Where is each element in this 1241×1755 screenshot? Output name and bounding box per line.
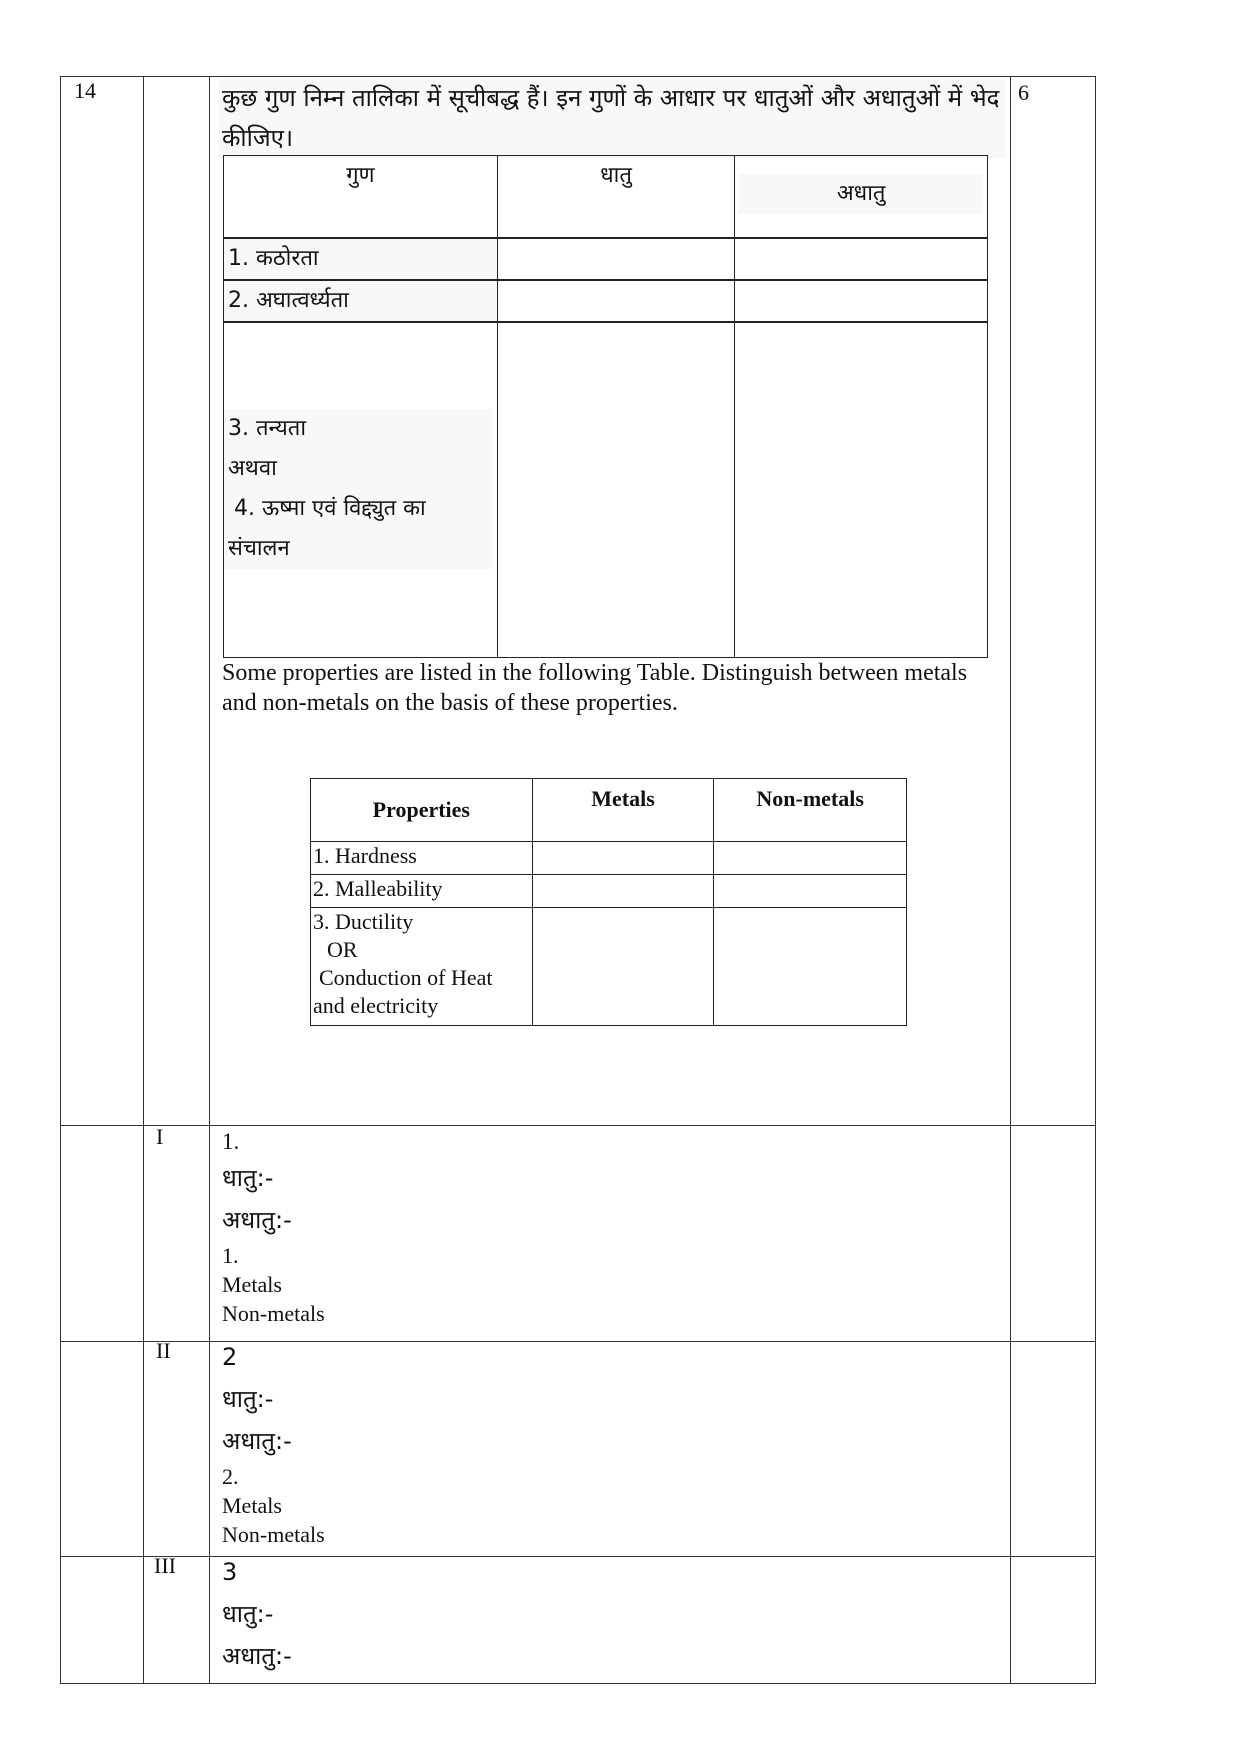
answer-number: 3 xyxy=(222,1558,238,1586)
hindi-header-nonmetal xyxy=(735,156,988,238)
english-or: OR xyxy=(327,937,358,962)
answer-nonmetal-hindi: अधातु:- xyxy=(222,1206,292,1234)
english-ductility: 3. Ductility xyxy=(313,909,414,934)
answer-nonmetal-en: Non-metals xyxy=(222,1522,325,1547)
hindi-or: अथवा xyxy=(228,455,277,481)
part-label: II xyxy=(156,1338,171,1363)
english-header-metals: Metals xyxy=(532,779,714,842)
hindi-header-property: गुण xyxy=(224,156,498,238)
hindi-ductility: 3. तन्यता xyxy=(228,415,307,441)
table-cell xyxy=(532,908,714,1026)
answer-part-3 xyxy=(222,1551,292,1677)
column-divider xyxy=(143,76,144,1684)
row-divider xyxy=(60,1556,1096,1557)
table-cell xyxy=(735,238,988,280)
table-cell xyxy=(735,322,988,658)
answer-number: 1. xyxy=(222,1129,240,1154)
hindi-header-nonmetal-label: अधातु xyxy=(739,174,983,214)
answer-nonmetal-hindi: अधातु:- xyxy=(222,1427,292,1455)
hindi-row-malleability: 2. अघात्वर्ध्यता xyxy=(224,280,498,322)
english-row-hardness: 1. Hardness xyxy=(311,842,533,875)
table-cell xyxy=(714,842,907,875)
table-cell xyxy=(532,875,714,908)
answer-nonmetal-hindi: अधातु:- xyxy=(222,1642,292,1670)
table-cell xyxy=(735,280,988,322)
hindi-properties-table xyxy=(223,155,988,658)
answer-metal-en: Metals xyxy=(222,1272,282,1297)
answer-nonmetal-en: Non-metals xyxy=(222,1301,325,1326)
table-cell xyxy=(714,908,907,1026)
answer-metal-hindi: धातु:- xyxy=(222,1385,274,1413)
english-properties-table xyxy=(310,778,907,1026)
english-conduction-cont: and electricity xyxy=(313,993,439,1018)
hindi-row-ductility-conduction xyxy=(224,322,498,658)
part-label: III xyxy=(154,1553,176,1578)
answer-number-en: 1. xyxy=(222,1243,239,1268)
answer-metal-hindi: धातु:- xyxy=(222,1600,274,1628)
english-header-nonmetals: Non-metals xyxy=(714,779,907,842)
english-header-properties: Properties xyxy=(311,779,533,842)
english-prompt: Some properties are listed in the following Table. Distinguish between metals and non-metals on the basis of these properties. xyxy=(222,660,968,716)
hindi-header-metal: धातु xyxy=(497,156,735,238)
table-cell xyxy=(497,280,735,322)
question-marks: 6 xyxy=(1018,80,1029,105)
table-cell xyxy=(497,322,735,658)
hindi-row-hardness: 1. कठोरता xyxy=(224,238,498,280)
table-cell xyxy=(497,238,735,280)
column-divider xyxy=(1010,76,1011,1684)
answer-part-2 xyxy=(222,1336,325,1549)
answer-number-en: 2. xyxy=(222,1464,239,1489)
row-divider xyxy=(60,1125,1096,1126)
column-divider xyxy=(209,76,210,1684)
english-conduction: Conduction of Heat xyxy=(319,965,493,990)
english-row-malleability: 2. Malleability xyxy=(311,875,533,908)
table-cell xyxy=(532,842,714,875)
part-label: I xyxy=(156,1124,164,1149)
hindi-conduction-cont: संचालन xyxy=(228,535,290,561)
question-number: 14 xyxy=(74,78,96,103)
answer-metal-hindi: धातु:- xyxy=(222,1164,274,1192)
answer-part-1 xyxy=(222,1127,325,1328)
answer-number: 2 xyxy=(222,1343,238,1371)
english-row-ductility-conduction xyxy=(311,908,533,1026)
hindi-prompt: कुछ गुण निम्न तालिका में सूचीबद्ध हैं। इन गुणों के आधार पर धातुओं और अधातुओं में भेद कीजिए। xyxy=(218,78,1006,158)
answer-metal-en: Metals xyxy=(222,1493,282,1518)
row-divider xyxy=(60,1341,1096,1342)
table-cell xyxy=(714,875,907,908)
hindi-conduction: 4. ऊष्मा एवं विद्द्युत का xyxy=(234,495,426,521)
